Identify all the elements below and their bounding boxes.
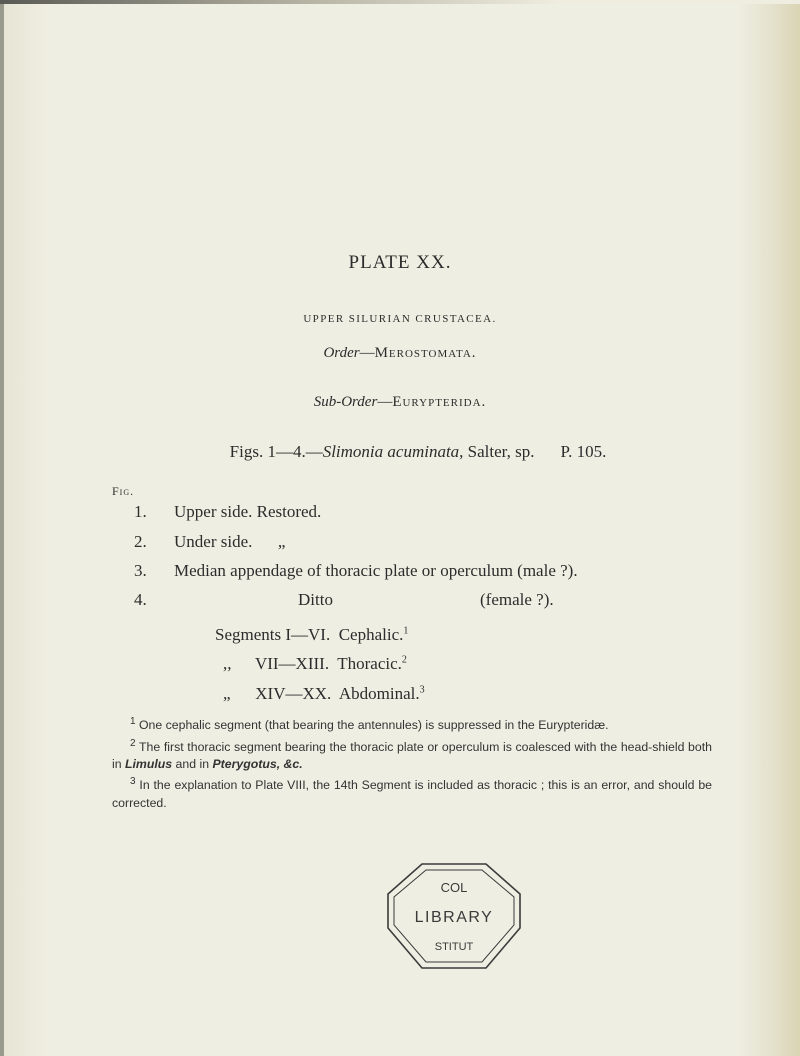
footnote-mark: 3 [130, 776, 136, 788]
group-heading: UPPER SILURIAN CRUSTACEA. [303, 313, 497, 325]
figs-line [0, 442, 800, 462]
species-name: Slimonia acuminata, [322, 442, 464, 461]
page-edge-top [0, 0, 800, 4]
figure-row [134, 532, 285, 552]
figure-row [134, 561, 578, 581]
suborder-name: Eurypterida. [392, 394, 487, 410]
figure-caption: Upper side. Restored. [174, 502, 322, 521]
figure-number: 4. [134, 590, 147, 609]
segment-prefix: „ [223, 684, 231, 703]
order-line: Order—Merostomata. [323, 345, 477, 361]
footnote-3 [112, 773, 712, 812]
segment-range: XIV—XX. [255, 684, 332, 703]
segment-range: VII—XIII. [254, 654, 330, 673]
taxon-pterygotus: Pterygotus, &c. [212, 757, 303, 771]
footnotes [112, 713, 712, 812]
fig-column-header: Fig. [112, 484, 135, 498]
footnote-text: The first thoracic segment bearing the thoracic plate or operculum is coalesced with the head-shield both in [112, 739, 712, 771]
segment-range: I—VI. [285, 625, 331, 644]
segment-label: Cephalic. [338, 625, 404, 644]
figure-row [134, 502, 321, 522]
species-author: Salter, sp. [463, 442, 535, 461]
segment-label: Abdominal. [338, 684, 420, 703]
suborder-label: Sub-Order [313, 394, 378, 410]
footnote-mark: 1 [130, 716, 136, 727]
footnote-ref: 2 [401, 654, 407, 666]
segment-label: Thoracic. [337, 654, 402, 673]
taxon-limulus: Limulus [125, 757, 173, 771]
footnote-ref: 3 [419, 684, 425, 696]
figure-row [134, 590, 174, 610]
figure-caption: Median appendage of thoracic plate or operculum (male ?). [174, 561, 578, 580]
segment-prefix: ,, [223, 654, 232, 673]
stamp-top-text: COL [440, 880, 468, 895]
footnote-mark: 2 [130, 737, 136, 749]
plate-title: PLATE XX. [348, 252, 452, 273]
ditto-text: Ditto [298, 590, 333, 609]
figure-number: 2. [134, 532, 147, 551]
page-reference: P. 105. [560, 442, 607, 461]
footnote-1 [112, 713, 712, 735]
order-name: Merostomata. [374, 345, 477, 361]
stamp-bottom-text: STITUT [434, 941, 474, 953]
suborder-line: Sub-Order—Eurypterida. [313, 394, 487, 410]
order-label: Order [323, 345, 360, 361]
footnote-text: In the explanation to Plate VIII, the 14th Segment is included as thoracic ; this is an error, and should be corrected. [112, 778, 712, 810]
segment-prefix: Segments [215, 625, 282, 644]
stamp-library-text: LIBRARY [414, 909, 494, 926]
library-stamp [382, 858, 526, 972]
segment-row [215, 625, 408, 645]
footnote-text: and in [172, 757, 213, 771]
figs-range: Figs. 1—4.— [229, 442, 323, 461]
footnote-2 [112, 735, 712, 774]
figure-caption: Under side. „ [174, 532, 286, 551]
segment-row [215, 684, 425, 704]
footnote-text: One cephalic segment (that bearing the antennules) is suppressed in the Eurypteridæ. [135, 718, 609, 733]
sex-label: (female ?). [480, 590, 554, 609]
segment-row [215, 654, 407, 674]
figure-number: 1. [134, 502, 147, 521]
figure-number: 3. [134, 561, 147, 580]
footnote-ref: 1 [403, 625, 409, 637]
page-edge-left [0, 0, 4, 1056]
